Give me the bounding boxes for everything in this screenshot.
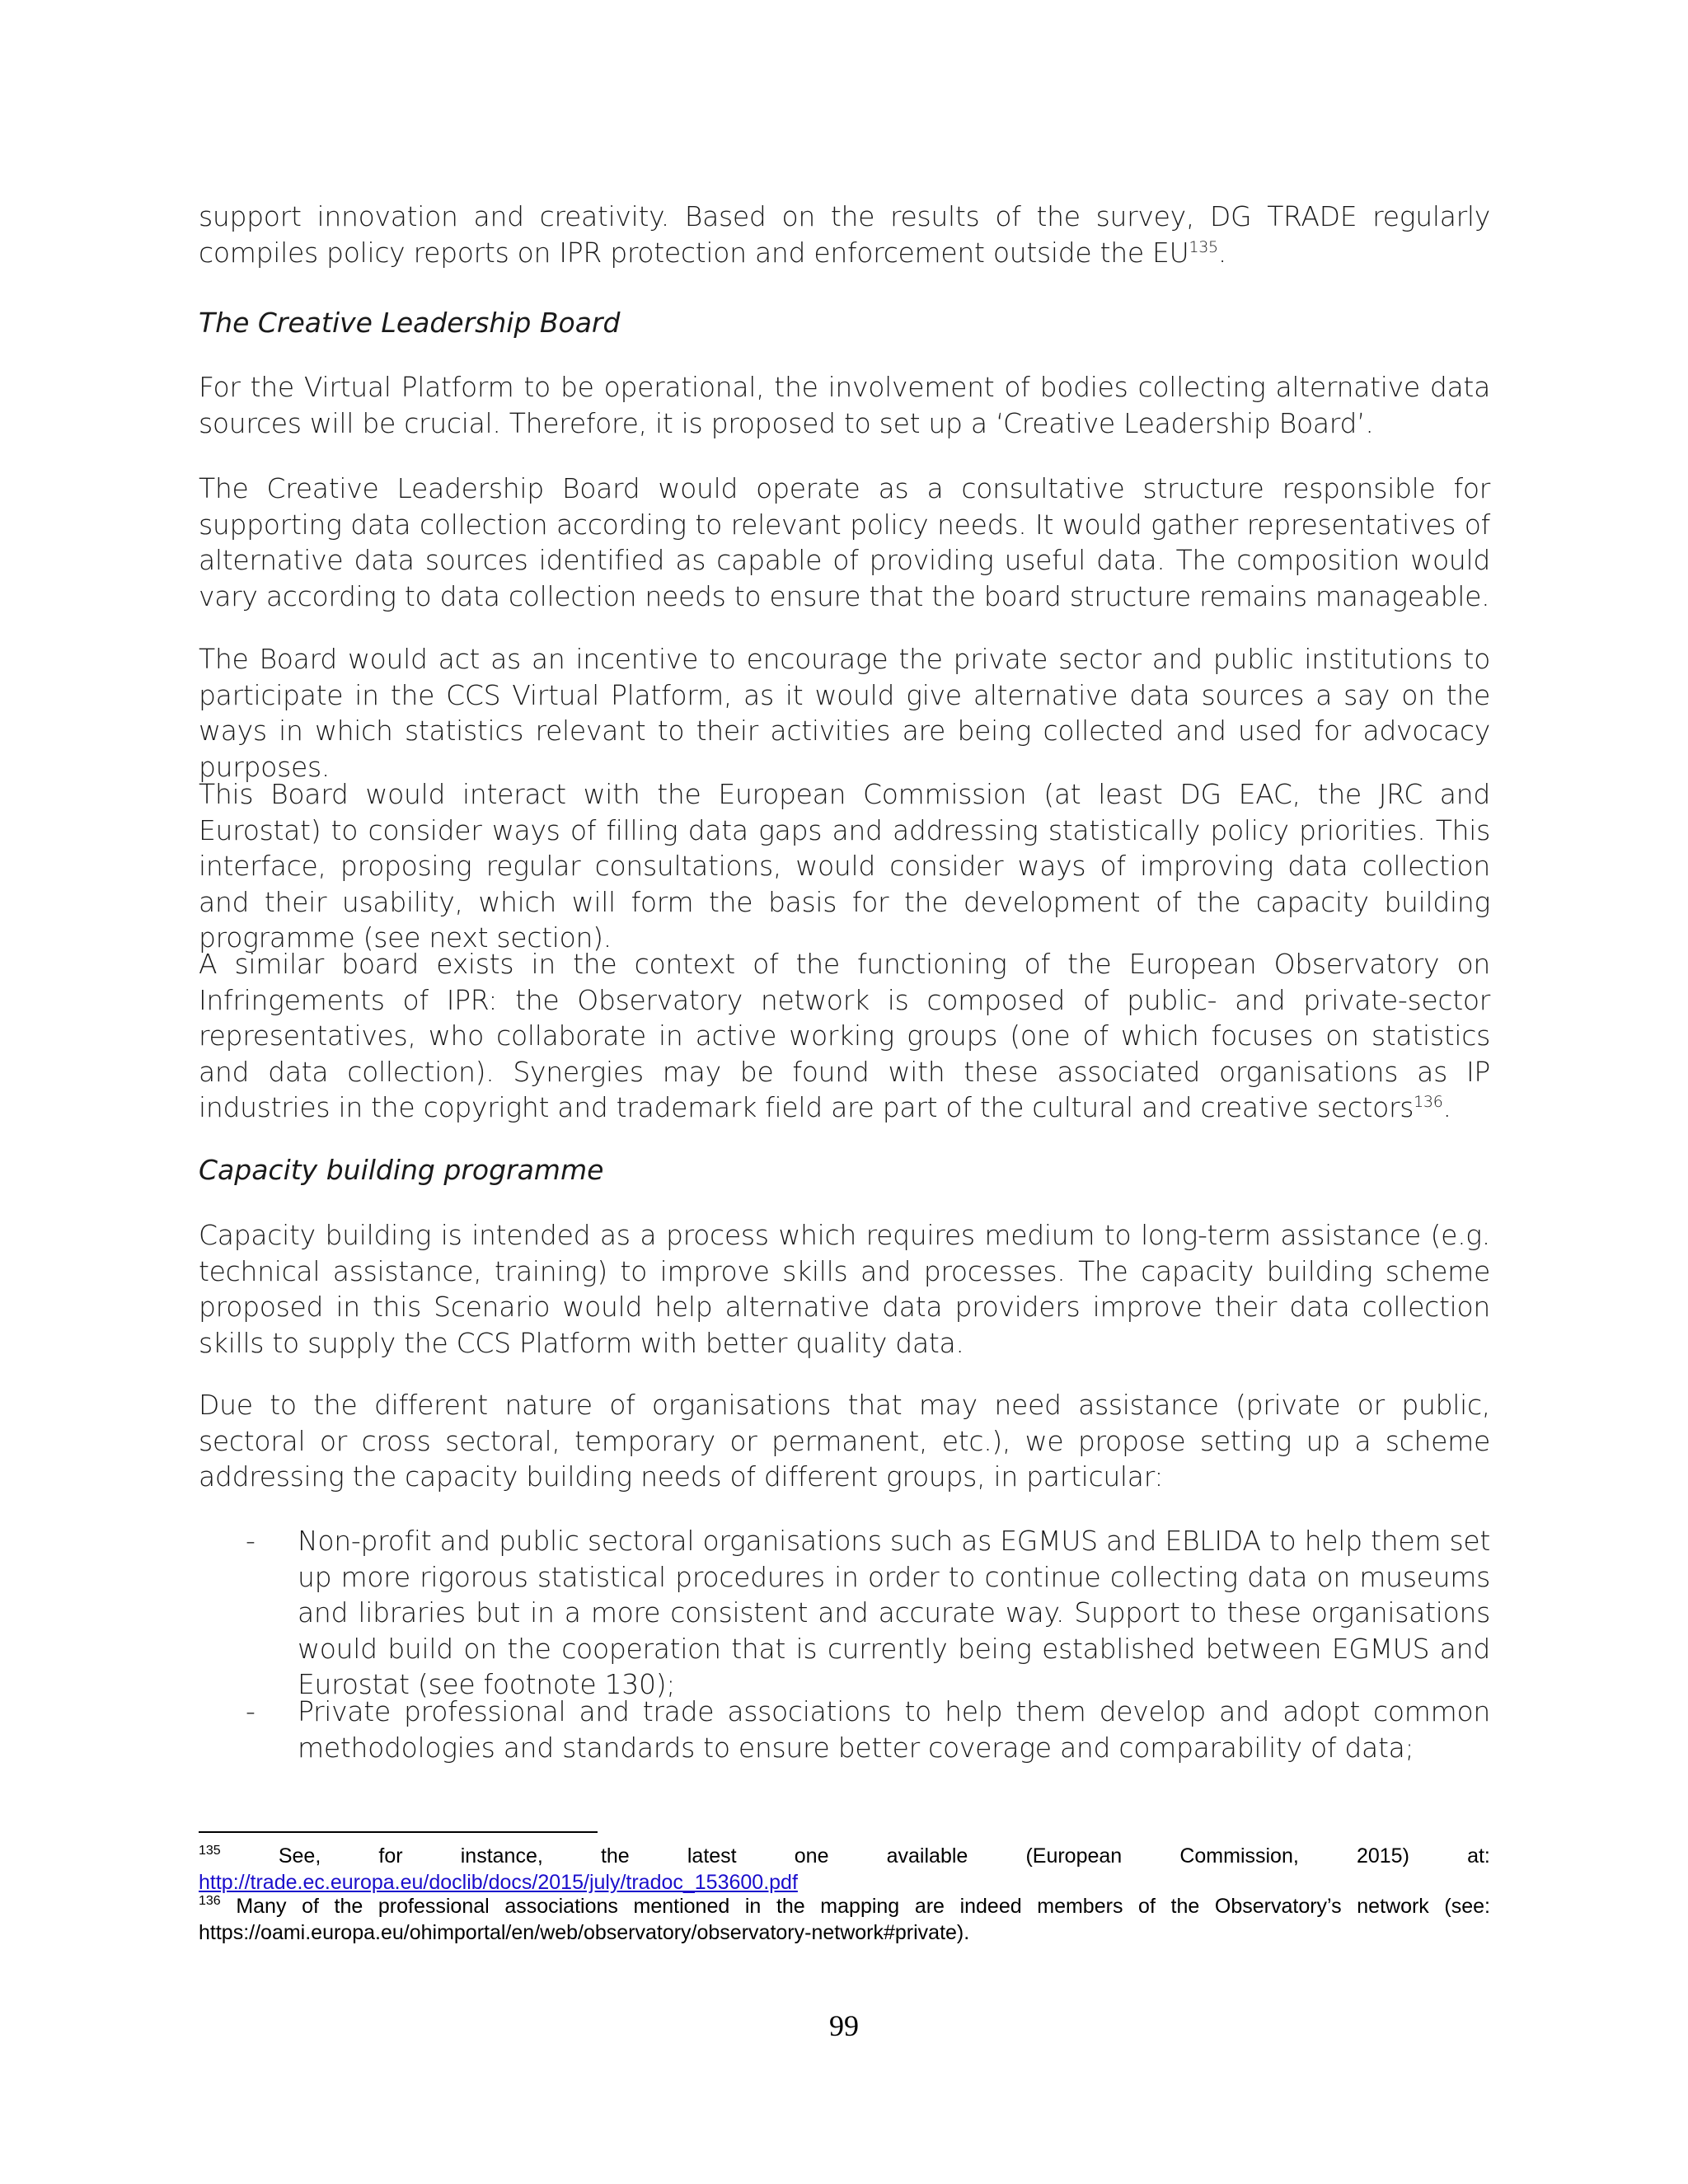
paragraph-capacity-building bbox=[199, 1217, 1490, 1361]
footnote-135-number: 135 bbox=[199, 1844, 221, 1858]
footnote-separator bbox=[199, 1831, 598, 1833]
paragraph-board-incentive bbox=[199, 641, 1490, 785]
section-heading-creative-leadership-board: The Creative Leadership Board bbox=[199, 307, 621, 339]
list-item-text: Non-profit and public sectoral organisations such as EGMUS and EBLIDA to help them set up more rigorous statistical procedures in order to continue collecting data on museums and libraries but in a more consistent and accurate way. Support to these organisations would build on the cooperation that is currently being established between EGMUS and Eurostat (see footnote 130); bbox=[298, 1525, 1490, 1700]
paragraph-ipr-reports bbox=[199, 199, 1490, 270]
footnote-135 bbox=[199, 1844, 1490, 1895]
footnote-135-word: instance, bbox=[460, 1844, 543, 1868]
footnote-135-word: 2015) bbox=[1356, 1844, 1409, 1868]
footnote-135-word: Commission, bbox=[1179, 1844, 1299, 1868]
paragraph-board-interaction bbox=[199, 776, 1490, 956]
footnote-135-word: at: bbox=[1467, 1844, 1490, 1868]
paragraph-board-operation bbox=[199, 471, 1490, 614]
paragraph-text: Capacity building is intended as a process which requires medium to long-term assistance (e.g. technical assistance, training) to improve skills and processes. The capacity building scheme proposed in this Scenario would help alternative data providers improve their data collection skills to supply the CCS Platform with better quality data. bbox=[199, 1219, 1490, 1359]
list-item-text: Private professional and trade associations to help them develop and adopt common methodologies and standards to ensure better coverage and comparability of data; bbox=[298, 1695, 1490, 1764]
paragraph-text: The Board would act as an incentive to encourage the private sector and public institutions to participate in the CCS Virtual Platform, as it would give alternative data sources a say on the ways in which statistics relevant to their activities are being collected and used for advocacy purposes. bbox=[199, 643, 1490, 783]
paragraph-tail: . bbox=[1217, 236, 1227, 269]
bullet-marker: - bbox=[246, 1695, 256, 1727]
paragraph-text: support innovation and creativity. Based on the results of the survey, DG TRADE regularly compiles policy reports on IPR protection and enforcement outside the EU bbox=[199, 200, 1490, 269]
footnote-ref-135[interactable]: 135 bbox=[1189, 237, 1218, 256]
paragraph-tail: . bbox=[1442, 1091, 1451, 1123]
footnotes bbox=[199, 1844, 1490, 1945]
paragraph-text: The Creative Leadership Board would operate as a consultative structure responsible for supporting data collection according to relevant policy needs. It would gather representatives of alternative data sources identified as capable of providing useful data. The composition would vary according to data collection needs to ensure that the board structure remains manageable. bbox=[199, 472, 1490, 612]
footnote-ref-136[interactable]: 136 bbox=[1414, 1093, 1443, 1111]
paragraph-text: This Board would interact with the European Commission (at least DG EAC, the JRC and Eurostat) to consider ways of filling data gaps and addressing statistically policy priorities. This interface, proposing regular consultations, would consider ways of improving data collection and their usability, which will form the basis for the development of the capacity building programme (see next section). bbox=[199, 778, 1490, 954]
bullet-marker: - bbox=[246, 1525, 256, 1557]
paragraph-different-nature bbox=[199, 1387, 1490, 1495]
paragraph-text: A similar board exists in the context of the functioning of the European Observatory on Infringements of IPR: the Observatory network is composed of public- and private-sector representatives, who collaborate in active working groups (one of which focuses on statistics and data collection). Synergies may be found with these associated organisations as IP industries in the copyright and trademark field are part of the cultural and creative sectors bbox=[199, 948, 1490, 1123]
footnote-135-link[interactable]: http://trade.ec.europa.eu/doclib/docs/2015/july/tradoc_153600.pdf bbox=[199, 1871, 798, 1894]
paragraph-text: Due to the different nature of organisations that may need assistance (private or public, sectoral or cross sectoral, temporary or permanent, etc.), we propose setting up a scheme addressing the capacity building needs of different groups, in particular: bbox=[199, 1389, 1490, 1493]
footnote-136 bbox=[199, 1895, 1490, 1945]
footnote-135-word: (European bbox=[1025, 1844, 1123, 1868]
paragraph-text: For the Virtual Platform to be operational, the involvement of bodies collecting alternative data sources will be crucial. Therefore, it is proposed to set up a ‘Creative Leadership Board’. bbox=[199, 371, 1490, 439]
footnote-135-word: See, bbox=[278, 1844, 321, 1868]
footnote-135-word: the bbox=[600, 1844, 630, 1868]
footnote-136-number: 136 bbox=[199, 1894, 221, 1908]
footnote-136-text: Many of the professional associations mentioned in the mapping are indeed members of the Observatory’s network (see: https://oami.europa.eu/ohimportal/en/web/observatory/observatory-network#private). bbox=[199, 1895, 1490, 1944]
footnote-135-word: latest bbox=[687, 1844, 737, 1868]
footnote-135-word: for bbox=[378, 1844, 403, 1868]
paragraph-similar-board bbox=[199, 946, 1490, 1126]
footnote-135-word: one bbox=[794, 1844, 829, 1868]
page-number: 99 bbox=[829, 2009, 859, 2042]
footnote-135-line bbox=[199, 1844, 1490, 1871]
paragraph-virtual-platform bbox=[199, 369, 1490, 441]
section-heading-capacity-building: Capacity building programme bbox=[199, 1154, 604, 1186]
footnote-135-word: available bbox=[886, 1844, 968, 1868]
